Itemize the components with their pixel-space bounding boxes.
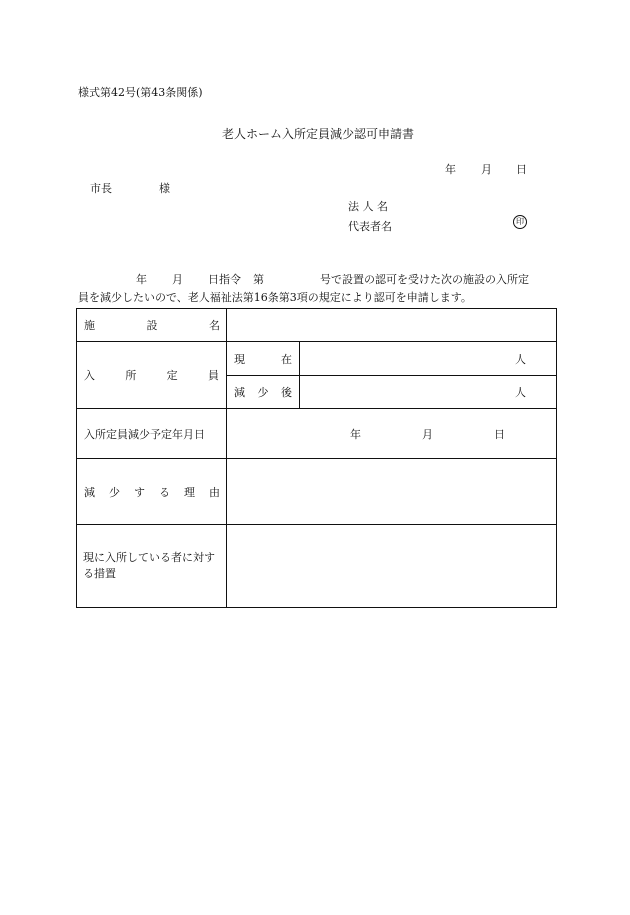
mayor-label: 市長 [90,182,112,195]
date-day: 日 [516,163,527,176]
planned-date-label: 入所定員減少予定年月日 [77,409,227,459]
statement-number-prefix: 第 [253,273,264,286]
seal-mark: 印 [513,215,527,229]
capacity-label: 入 所 定 員 [77,342,227,409]
current-capacity-field[interactable] [300,342,557,376]
planned-date-month: 月 [422,427,433,441]
reason-field[interactable] [227,459,557,525]
measures-label: 現に入所している者に対する措置 [77,525,227,608]
reason-row [77,459,557,525]
current-label: 現 在 [227,342,300,376]
date-year: 年 [445,163,456,176]
measures-row [77,525,557,608]
planned-date-field[interactable] [227,409,557,459]
honorific: 様 [159,182,170,195]
planned-date-year: 年 [350,427,361,441]
planned-date-row [77,409,557,459]
statement-line-1-text: 号で設置の認可を受けた次の施設の入所定 [320,273,529,286]
after-capacity-field[interactable] [300,376,557,409]
corporation-name-label: 法 人 名 [348,200,388,213]
planned-date-day: 日 [494,427,505,441]
statement-month: 月 [172,273,183,286]
statement-day-designation: 日指令 [208,273,241,286]
representative-name-label: 代表者名 [348,220,392,233]
measures-field[interactable] [227,525,557,608]
form-number: 様式第42号(第43条関係) [78,86,203,99]
after-reduction-label: 減 少 後 [227,376,300,409]
statement-line-1 [78,271,556,289]
person-unit: 人 [515,386,526,399]
date-month: 月 [481,163,492,176]
statement-year: 年 [136,273,147,286]
facility-name-field[interactable] [227,309,557,342]
statement-line-2: 員を減少したいので、老人福祉法第16条第3項の規定により認可を申請します。 [78,291,472,304]
person-unit: 人 [515,352,526,366]
application-table [76,308,557,608]
facility-name-row [77,309,557,342]
reason-label: 減 少 す る 理 由 [77,459,227,525]
capacity-current-row [77,342,557,376]
document-title: 老人ホーム入所定員減少認可申請書 [222,127,415,141]
facility-name-label: 施 設 名 [77,309,227,342]
application-statement [78,271,556,307]
